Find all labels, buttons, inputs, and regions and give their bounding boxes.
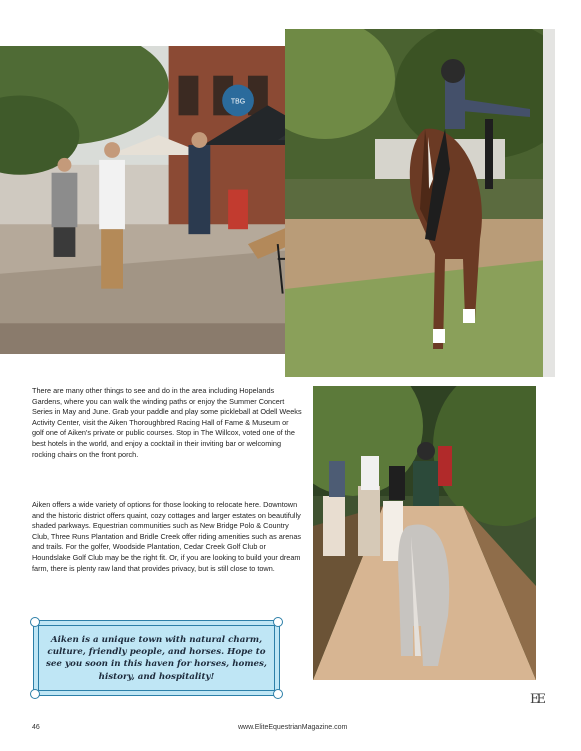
trail-ride-photo <box>313 386 536 680</box>
magazine-logo-icon: EE <box>530 692 543 707</box>
paragraph-1-text: There are many other things to see and do in the area including Hopelands Gardens, where you can walk the winding paths or enjoy the Summer Concert Series in May and June. Grab your paddle and play some pickleball at Odell Weeks Activity Center, visit the Aiken Thoroughbred Racing Hall of Fame & Museum or golf one of Aiken's private or public courses. Stop in The Willcox, voted one of the best hotels in the world, and enjoy a cocktail in their inviting bar or welcoming rocking chairs on the front porch. <box>32 386 302 459</box>
footer-website-url[interactable]: www.EliteEquestrianMagazine.com <box>238 724 348 731</box>
rider-on-horse-photo <box>285 29 555 377</box>
page-number: 46 <box>32 724 40 731</box>
corner-ornament-icon <box>30 617 40 627</box>
article-paragraph-2 <box>32 500 302 574</box>
street-sign-text: TBG <box>230 98 246 106</box>
corner-ornament-icon <box>273 617 283 627</box>
corner-ornament-icon <box>30 689 40 699</box>
paragraph-2-text: Aiken offers a wide variety of options for those looking to relocate here. Downtown and the historic district offers quaint, cozy cottages and larger estates on beautifully shaded parkways. Equestrian communities such as New Bridge Polo & Country Club, Three Runs Plantation and Bridle Creek offer riding amenities such as arenas and trails. For the golfer, Woodside Plantation, Cedar Creek Golf Club or Houndslake Golf Club may be the right fit. Or, if you are looking to build your dream farm, there is plenty raw land that provides privacy, but is still close to town. <box>32 500 302 573</box>
pull-quote-box <box>33 620 280 696</box>
article-paragraph-1 <box>32 386 302 460</box>
pull-quote-text: Aiken is a unique town with natural charm, culture, friendly people, and horses. Hope to see you soon in this haven for horses, homes, history, and hospitality! <box>46 635 267 682</box>
corner-ornament-icon <box>273 689 283 699</box>
